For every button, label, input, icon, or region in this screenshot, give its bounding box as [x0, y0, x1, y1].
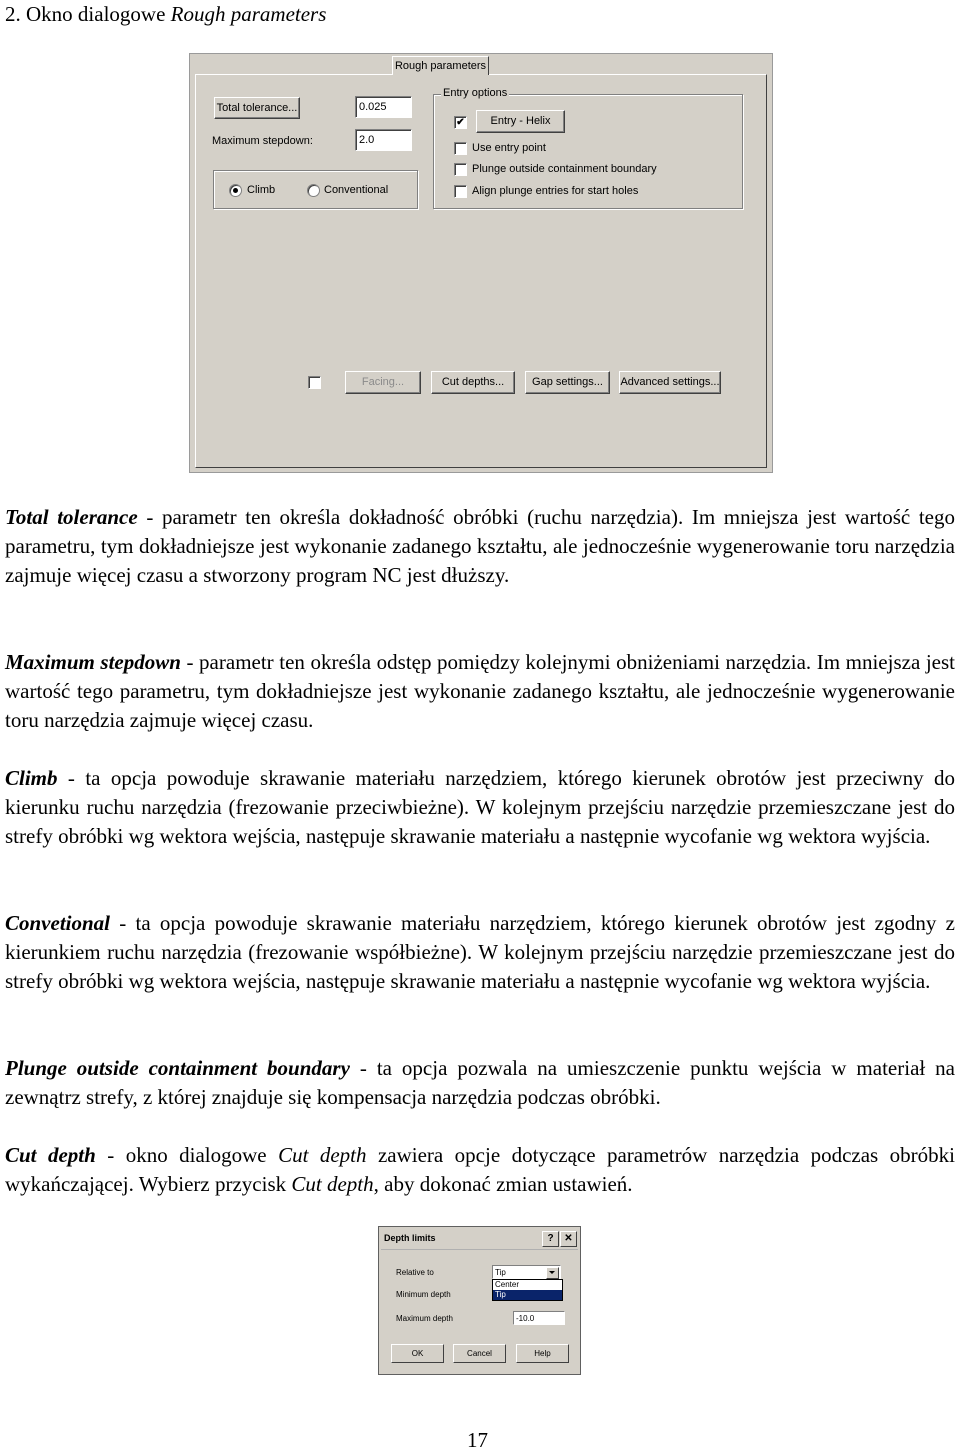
cut-depths-button[interactable]: Cut depths... [431, 371, 515, 394]
tab-rough-parameters[interactable]: Rough parameters [392, 56, 489, 75]
title-bar [381, 1229, 578, 1250]
dialog-title: Depth limits [384, 1233, 436, 1243]
page-number: 17 [467, 1428, 488, 1452]
rough-parameters-dialog [189, 53, 773, 473]
section-heading [5, 2, 326, 27]
paragraph-total-tolerance [5, 503, 955, 590]
facing-checkbox[interactable] [308, 376, 321, 389]
advanced-settings-button[interactable]: Advanced settings... [619, 371, 721, 394]
cut-depth-italic: Cut depth [278, 1143, 367, 1167]
minimum-depth-label: Minimum depth [396, 1290, 451, 1299]
radio-conventional-label: Conventional [324, 184, 389, 196]
help-icon[interactable]: ? [542, 1231, 559, 1247]
term-plunge: Plunge outside containment boundary [5, 1056, 350, 1080]
cut-depth-italic-2: Cut depth [291, 1172, 374, 1196]
term-conventional: Convetional [5, 911, 111, 935]
total-tolerance-input[interactable]: 0.025 [355, 96, 412, 118]
entry-helix-checkbox[interactable]: ✔ [454, 116, 467, 129]
dropdown-option-center[interactable]: Center [495, 1280, 520, 1289]
plunge-outside-checkbox[interactable] [454, 163, 467, 176]
paragraph-text: - parametr ten określa odstęp pomiędzy kolejnymi obniżeniami narzędzia. Im mniejsza jest wartość tego parametru, tym dokładniejsze jest wykonanie zadanego kształtu, ale jednocześnie wygenerowanie toru narzędzia zajmuje więcej czasu. [5, 650, 955, 732]
relative-to-value: Tip [495, 1268, 506, 1277]
close-icon[interactable]: ✕ [560, 1231, 577, 1247]
maximum-depth-input[interactable]: -10.0 [513, 1311, 565, 1325]
heading-number: 2. Okno dialogowe [5, 2, 171, 26]
cancel-button[interactable]: Cancel [453, 1344, 506, 1363]
max-stepdown-label: Maximum stepdown: [212, 135, 313, 147]
align-plunge-checkbox[interactable] [454, 185, 467, 198]
radio-climb-label: Climb [247, 184, 276, 196]
max-stepdown-input[interactable]: 2.0 [355, 129, 412, 151]
use-entry-point-checkbox[interactable] [454, 142, 467, 155]
dropdown-option-tip[interactable]: Tip [493, 1290, 562, 1300]
paragraph-text: - ta opcja powoduje skrawanie materiału narzędziem, którego kierunek obrotów jest przeciwny do kierunku ruchu narzędzia (frezowanie przeciwbieżne). W kolejnym przejściu narzędzie przemieszczane jest do strefy obróbki wg wektora wejścia, następuje skrawanie materiału a następnie wycofanie wg wektora wyjścia. [5, 766, 955, 848]
plunge-outside-label: Plunge outside containment boundary [472, 163, 657, 175]
term-total-tolerance: Total tolerance [5, 505, 138, 529]
paragraph-text: - ta opcja powoduje skrawanie materiału narzędziem, którego kierunek obrotów jest zgodny z kierunkiem ruchu narzędzia (frezowanie współbieżne). W kolejnym przejściu narzędzie przemieszczane jest do strefy obróbki wg wektora wejścia, następuje skrawanie materiału a następnie wycofanie wg wektora wyjścia. [5, 911, 955, 993]
facing-button[interactable]: Facing... [345, 371, 421, 394]
gap-settings-button[interactable]: Gap settings... [525, 371, 610, 394]
paragraph-plunge [5, 1054, 955, 1112]
entry-options-title: Entry options [443, 87, 508, 99]
paragraph-text: - parametr ten określa dokładność obróbki (ruchu narzędzia). Im mniejsza jest wartość tego parametru, tym dokładniejsze jest wykonanie zadanego kształtu, ale jednocześnie wygenerowanie toru narzędzia zajmuje więcej czasu a stworzony program NC jest dłuższy. [5, 505, 955, 587]
help-button[interactable]: Help [516, 1344, 569, 1363]
relative-to-label: Relative to [396, 1268, 434, 1277]
term-max-stepdown: Maximum stepdown [5, 650, 181, 674]
radio-climb[interactable] [229, 184, 242, 197]
paragraph-climb [5, 764, 955, 851]
heading-title: Rough parameters [170, 2, 327, 26]
relative-to-select[interactable] [492, 1265, 561, 1279]
term-cut-depth: Cut depth [5, 1143, 96, 1167]
use-entry-point-label: Use entry point [472, 142, 546, 154]
paragraph-text: , aby dokonać zmian ustawień. [373, 1172, 633, 1196]
ok-button[interactable]: OK [391, 1344, 444, 1363]
paragraph-cut-depth [5, 1141, 955, 1199]
align-plunge-label: Align plunge entries for start holes [472, 185, 639, 197]
depth-limits-dialog [378, 1226, 581, 1375]
total-tolerance-button[interactable]: Total tolerance... [214, 97, 300, 119]
paragraph-text: zawiera opcje dotyczące parametrów narzędzia podczas obróbki wykańczającej. Wybierz przycisk [5, 1143, 955, 1196]
term-climb: Climb [5, 766, 58, 790]
paragraph-max-stepdown [5, 648, 955, 735]
entry-helix-button[interactable]: Entry - Helix [476, 110, 565, 133]
relative-to-dropdown-list [492, 1279, 563, 1301]
paragraph-text: - okno dialogowe [95, 1143, 279, 1167]
chevron-down-icon[interactable] [546, 1267, 559, 1279]
paragraph-conventional [5, 909, 955, 996]
radio-conventional[interactable] [307, 184, 320, 197]
paragraph-text: - ta opcja pozwala na umieszczenie punktu wejścia w materiał na zewnątrz strefy, z której znajduje się kompensacja narzędzia podczas obróbki. [5, 1056, 955, 1109]
maximum-depth-label: Maximum depth [396, 1314, 453, 1323]
